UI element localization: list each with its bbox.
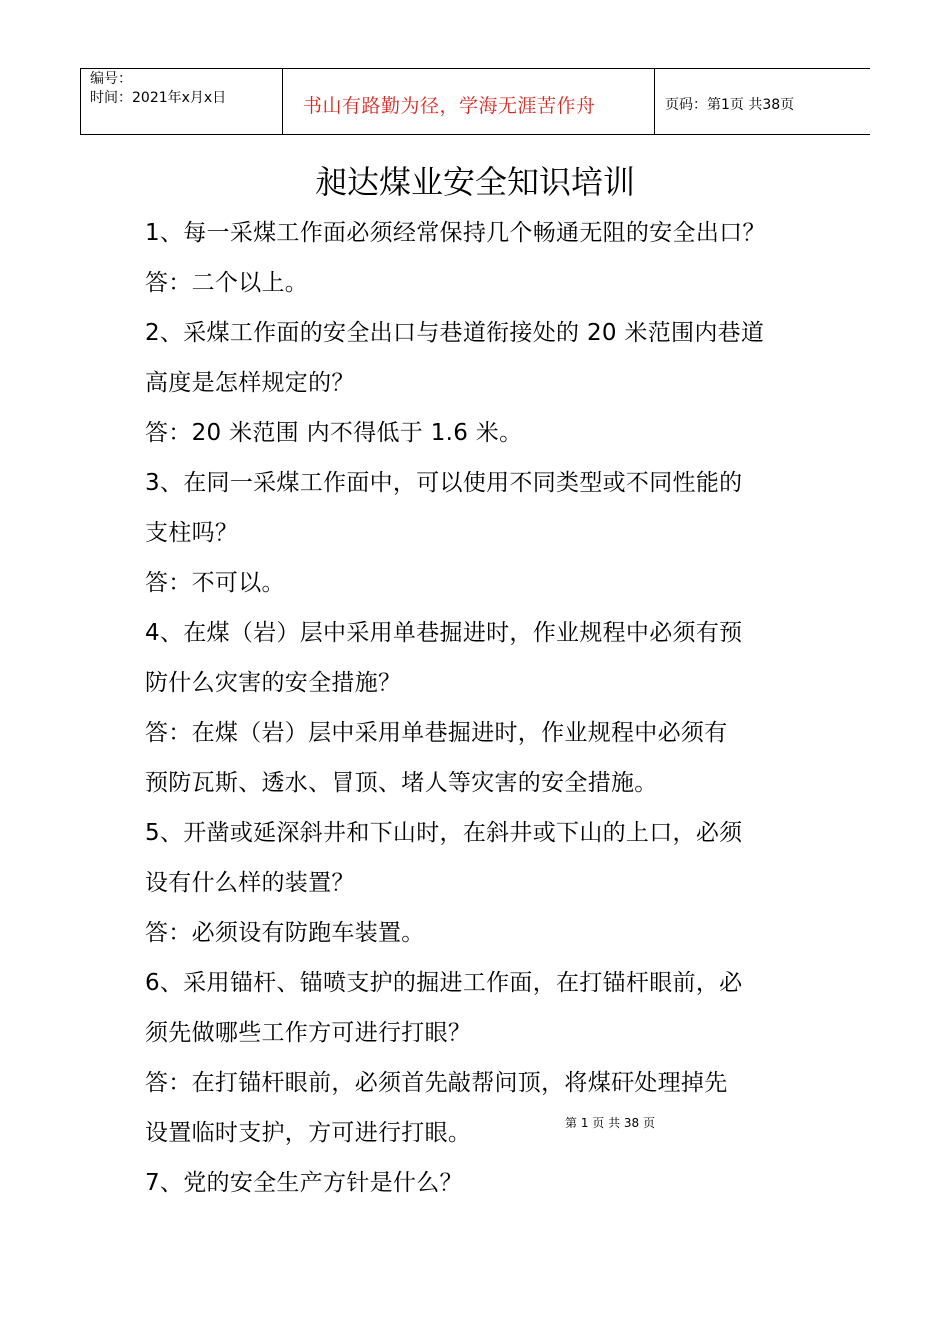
answer-line: 答：必须设有防跑车装置。: [145, 920, 425, 946]
question-line: 2、采煤工作面的安全出口与巷道衔接处的 20 米范围内巷道: [145, 320, 765, 346]
page-info: 页码：第1页 共38页: [665, 97, 795, 113]
question-line: 高度是怎样规定的？: [145, 370, 355, 396]
question-line: 7、党的安全生产方针是什么？: [145, 1170, 463, 1196]
footer-page-number: 第 1 页 共 38 页: [565, 1116, 655, 1130]
answer-line: 设置临时支护，方可进行打眼。: [145, 1120, 472, 1146]
motto: 书山有路勤为径，学海无涯苦作舟: [303, 95, 596, 117]
question-line: 3、在同一采煤工作面中，可以使用不同类型或不同性能的: [145, 470, 743, 496]
header-page-cell: [654, 69, 870, 134]
question-line: 设有什么样的装置？: [145, 870, 355, 896]
question-line: 6、采用锚杆、锚喷支护的掘进工作面，在打锚杆眼前，必: [145, 970, 743, 996]
header-left-cell: [80, 69, 282, 134]
question-line: 5、开凿或延深斜井和下山时，在斜井或下山的上口，必须: [145, 820, 743, 846]
time-label: 时间：2021年x月x日: [90, 90, 227, 106]
answer-line: 答：二个以上。: [145, 270, 309, 296]
page-title: 昶达煤业安全知识培训: [314, 163, 635, 201]
header-motto-cell: [282, 69, 654, 134]
question-line: 防什么灾害的安全措施？: [145, 670, 402, 696]
question-line: 须先做哪些工作方可进行打眼？: [145, 1020, 472, 1046]
header-table: [80, 68, 870, 135]
answer-line: 答：20 米范围 内不得低于 1.6 米。: [145, 420, 523, 446]
answer-line: 答：不可以。: [145, 570, 285, 596]
question-line: 1、每一采煤工作面必须经常保持几个畅通无阻的安全出口？: [145, 220, 766, 246]
number-label: 编号：: [90, 71, 132, 87]
answer-line: 答：在打锚杆眼前，必须首先敲帮问顶，将煤矸处理掉先: [145, 1070, 728, 1096]
question-line: 4、在煤（岩）层中采用单巷掘进时，作业规程中必须有预: [145, 620, 743, 646]
answer-line: 预防瓦斯、透水、冒顶、堵人等灾害的安全措施。: [145, 770, 658, 796]
question-line: 支柱吗？: [145, 520, 239, 546]
answer-line: 答：在煤（岩）层中采用单巷掘进时，作业规程中必须有: [145, 720, 728, 746]
